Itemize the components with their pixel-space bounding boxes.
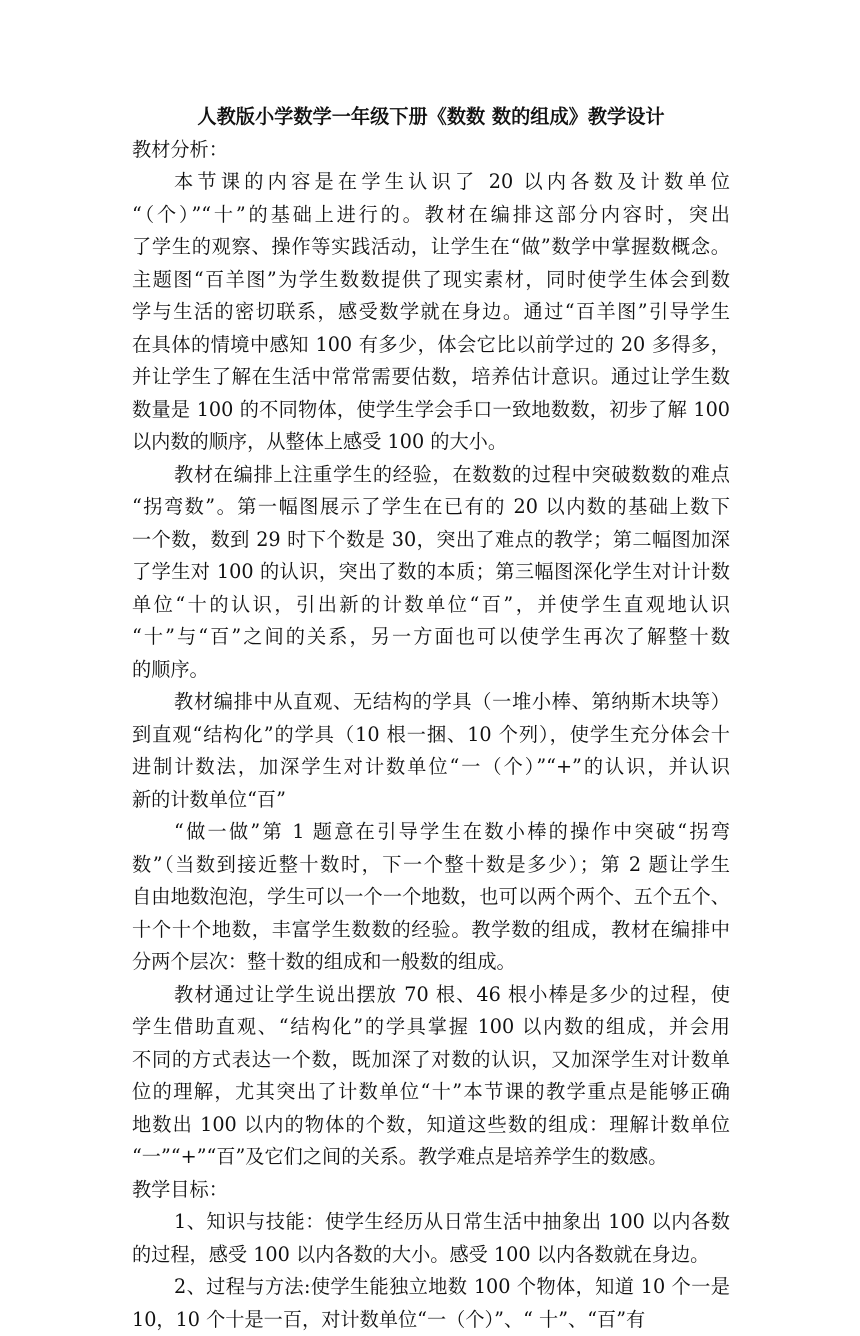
analysis-paragraph xyxy=(132,686,730,816)
text-line: 的过程，感受 100 以内各数的大小。感受 100 以内各数就在身边。 xyxy=(132,1239,730,1272)
objectives-paragraph xyxy=(132,1271,730,1336)
document-body xyxy=(132,101,730,1336)
text-line: 分两个层次：整十数的组成和一般数的组成。 xyxy=(132,946,730,979)
text-line: “十”与“百”之间的关系，另一方面也可以使学生再次了解整十数 xyxy=(132,621,730,654)
text-line: “一”“+”“百”及它们之间的关系。教学难点是培养学生的数感。 xyxy=(132,1141,730,1174)
text-line: 地数出 100 以内的物体的个数，知道这些数的组成：理解计数单位 xyxy=(132,1109,730,1142)
text-line: 1、知识与技能：使学生经历从日常生活中抽象出 100 以内各数 xyxy=(132,1206,730,1239)
text-line: 2、过程与方法:使学生能独立地数 100 个物体，知道 10 个一是 xyxy=(132,1271,730,1304)
text-line: 数”（当数到接近整十数时，下一个整十数是多少）；第 2 题让学生 xyxy=(132,849,730,882)
text-line: 教材通过让学生说出摆放 70 根、46 根小棒是多少的过程，使 xyxy=(132,979,730,1012)
section-heading-analysis: 教材分析： xyxy=(132,134,730,167)
document-title: 人教版小学数学一年级下册《数数 数的组成》教学设计 xyxy=(132,101,730,134)
analysis-paragraph xyxy=(132,166,730,459)
text-line: 不同的方式表达一个数，既加深了对数的认识，又加深学生对计数单 xyxy=(132,1044,730,1077)
text-line: “（个）”“十”的基础上进行的。教材在编排这部分内容时，突出 xyxy=(132,199,730,232)
text-line: 自由地数泡泡，学生可以一个一个地数，也可以两个两个、五个五个、 xyxy=(132,881,730,914)
text-line: 数量是 100 的不同物体，使学生学会手口一致地数数，初步了解 100 xyxy=(132,394,730,427)
text-line: 教材在编排上注重学生的经验，在数数的过程中突破数数的难点 xyxy=(132,459,730,492)
text-line: 了学生对 100 的认识，突出了数的本质；第三幅图深化学生对计计数 xyxy=(132,556,730,589)
text-line: 学生借助直观、“结构化”的学具掌握 100 以内数的组成，并会用 xyxy=(132,1011,730,1044)
text-line: 位的理解，尤其突出了计数单位“十”本节课的教学重点是能够正确 xyxy=(132,1076,730,1109)
text-line: 并让学生了解在生活中常常需要估数，培养估计意识。通过让学生数 xyxy=(132,361,730,394)
text-line: 学与生活的密切联系，感受数学就在身边。通过“百羊图”引导学生 xyxy=(132,296,730,329)
text-line: 到直观“结构化”的学具（10 根一捆、10 个列），使学生充分体会十 xyxy=(132,719,730,752)
analysis-paragraph xyxy=(132,816,730,979)
text-line: 本节课的内容是在学生认识了 20 以内各数及计数单位 xyxy=(132,166,730,199)
text-line: 在具体的情境中感知 100 有多少，体会它比以前学过的 20 多得多， xyxy=(132,329,730,362)
text-line: 十个十个地数，丰富学生数数的经验。教学数的组成，教材在编排中 xyxy=(132,914,730,947)
objectives-section xyxy=(132,1206,730,1336)
text-line: 10，10 个十是一百，对计数单位“一（个）”、“ 十”、“百”有 xyxy=(132,1304,730,1336)
analysis-paragraph xyxy=(132,979,730,1174)
text-line: 教材编排中从直观、无结构的学具（一堆小棒、第纳斯木块等） xyxy=(132,686,730,719)
text-line: “做一做”第 1 题意在引导学生在数小棒的操作中突破“拐弯 xyxy=(132,816,730,849)
text-line: 单位“十的认识，引出新的计数单位“百”，并使学生直观地认识 xyxy=(132,589,730,622)
text-line: 以内数的顺序，从整体上感受 100 的大小。 xyxy=(132,426,730,459)
analysis-section xyxy=(132,166,730,1174)
text-line: 了学生的观察、操作等实践活动，让学生在“做”数学中掌握数概念。 xyxy=(132,231,730,264)
text-line: 的顺序。 xyxy=(132,654,730,687)
text-line: 主题图“百羊图”为学生数数提供了现实素材，同时使学生体会到数 xyxy=(132,264,730,297)
text-line: 进制计数法，加深学生对计数单位“一（个）”“+”的认识，并认识 xyxy=(132,751,730,784)
text-line: 一个数，数到 29 时下个数是 30，突出了难点的教学；第二幅图加深 xyxy=(132,524,730,557)
text-line: 新的计数单位“百” xyxy=(132,784,730,817)
section-heading-objectives: 教学目标： xyxy=(132,1174,730,1207)
text-line: “拐弯数”。第一幅图展示了学生在已有的 20 以内数的基础上数下 xyxy=(132,491,730,524)
analysis-paragraph xyxy=(132,459,730,687)
